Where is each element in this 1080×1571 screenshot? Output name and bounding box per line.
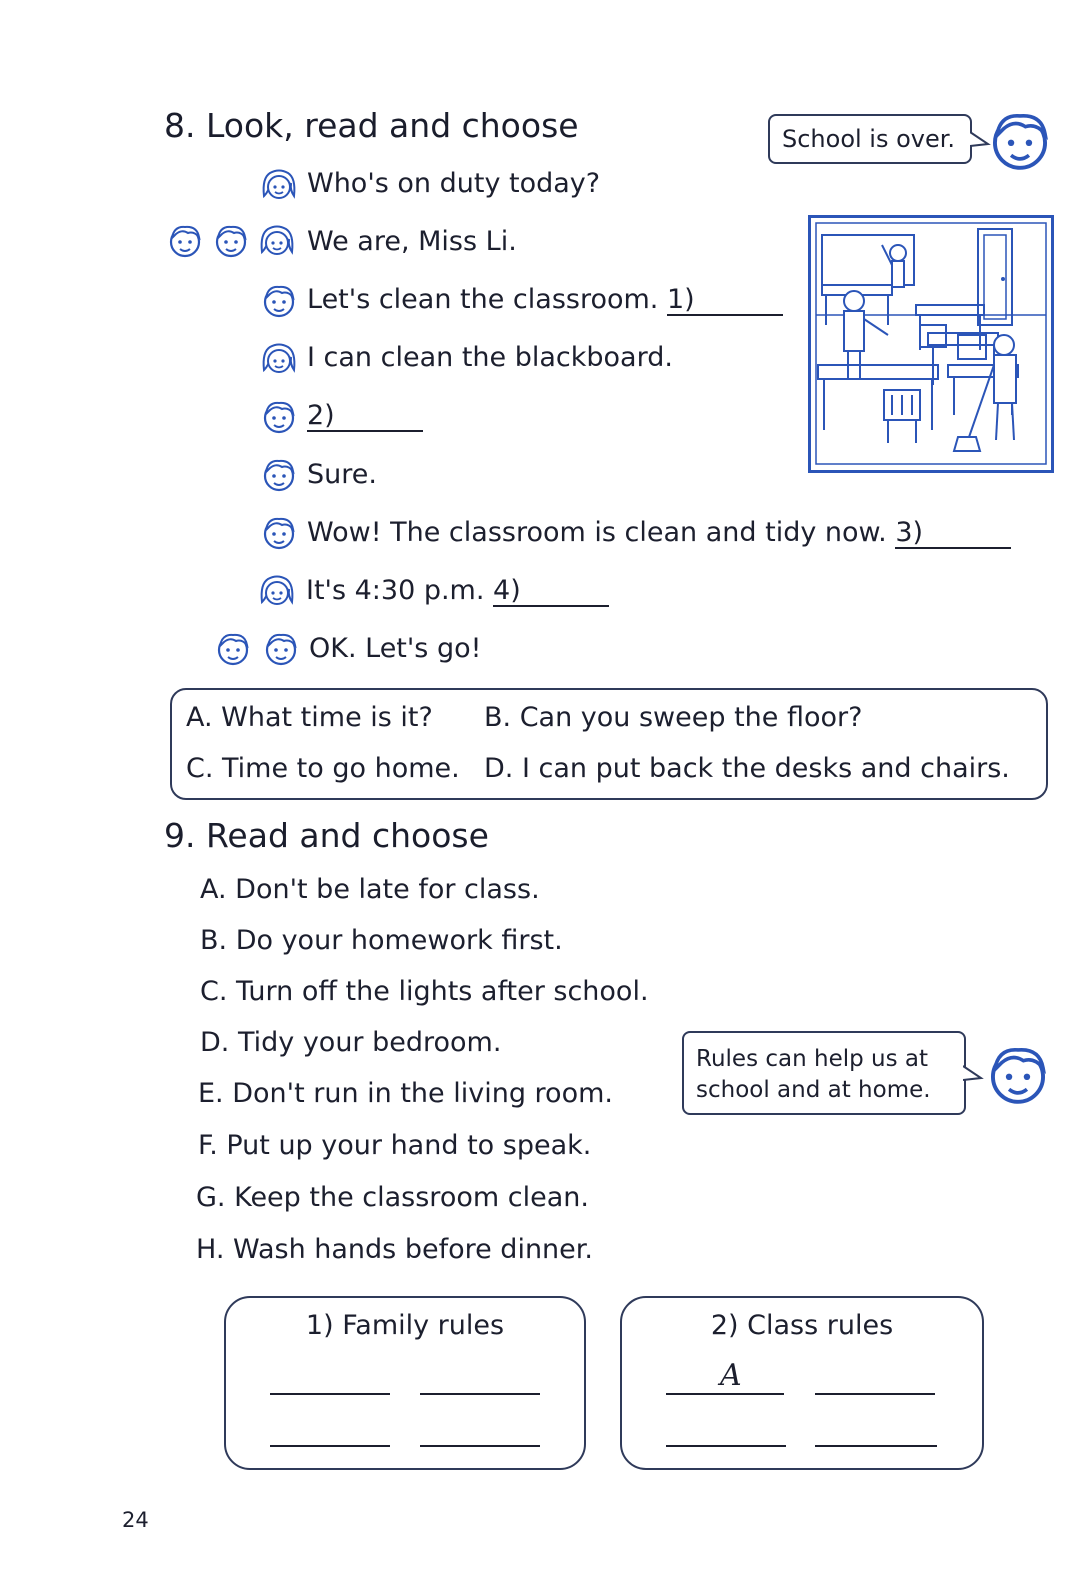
page-number: 24 (122, 1508, 149, 1532)
blank-label-2: 2) (307, 400, 335, 431)
answer-blank-1[interactable] (667, 284, 783, 316)
answer-blank-4[interactable] (493, 575, 609, 607)
student-girl-avatar-icon (260, 340, 298, 378)
class-rule-blank[interactable] (666, 1393, 784, 1395)
student-girl-avatar-icon (258, 222, 296, 260)
rule-item-b: B. Do your homework first. (200, 925, 563, 956)
bubble-tail-icon (963, 1062, 985, 1086)
rule-item-g: G. Keep the classroom clean. (196, 1182, 589, 1213)
student-avatar-icon (260, 282, 298, 320)
rule-item-e: E. Don't run in the living room. (198, 1078, 613, 1109)
student-avatar-icon (166, 222, 204, 260)
dialogue-line-3 (307, 284, 783, 316)
dialogue-line-4: I can clean the blackboard. (307, 342, 673, 373)
class-rules-title: 2) Class rules (710, 1310, 894, 1341)
class-rule-handwritten-answer: A (720, 1358, 742, 1393)
family-rule-blank[interactable] (420, 1445, 540, 1447)
dialogue-line-5 (307, 400, 423, 432)
rule-item-d: D. Tidy your bedroom. (200, 1027, 502, 1058)
speech-bubble-line-1: Rules can help us at (696, 1046, 928, 1072)
teacher-avatar-icon (260, 166, 298, 204)
dialogue-line-8 (306, 575, 609, 607)
rule-item-a: A. Don't be late for class. (200, 874, 540, 905)
blank-label-4: 4) (493, 575, 521, 606)
student-avatar-icon (212, 222, 250, 260)
rule-item-f: F. Put up your hand to speak. (198, 1130, 592, 1161)
student-avatar-icon (260, 398, 298, 436)
speech-bubble-rules (682, 1031, 966, 1115)
option-c: C. Time to go home. (186, 753, 460, 784)
answer-blank-3[interactable] (895, 517, 1011, 549)
family-rule-blank[interactable] (270, 1393, 390, 1395)
student-girl-avatar-icon (258, 572, 296, 610)
boy-character-icon (984, 1040, 1052, 1110)
class-rule-blank[interactable] (815, 1393, 935, 1395)
dialogue-line-8-text: It's 4:30 p.m. (306, 575, 485, 606)
dialogue-line-9: OK. Let's go! (309, 633, 482, 664)
dialogue-line-7 (307, 517, 1011, 549)
dialogue-line-3-text: Let's clean the classroom. (307, 284, 659, 315)
rule-item-c: C. Turn off the lights after school. (200, 976, 649, 1007)
speech-bubble-line-2: school and at home. (696, 1077, 931, 1103)
speech-bubble-school-over (768, 114, 972, 164)
class-rule-blank[interactable] (666, 1445, 786, 1447)
option-d: D. I can put back the desks and chairs. (484, 753, 1010, 784)
exercise-9-heading: 9. Read and choose (164, 816, 489, 855)
dialogue-line-1: Who's on duty today? (307, 168, 601, 199)
student-avatar-icon (214, 630, 252, 668)
rule-item-h: H. Wash hands before dinner. (196, 1234, 593, 1265)
student-avatar-icon (262, 630, 300, 668)
blank-label-1: 1) (666, 284, 695, 315)
dialogue-line-2: We are, Miss Li. (307, 226, 517, 257)
answer-blank-2[interactable] (307, 400, 423, 432)
blank-label-3: 3) (895, 517, 924, 548)
option-b: B. Can you sweep the floor? (484, 702, 863, 733)
student-avatar-icon (260, 456, 298, 494)
dialogue-line-7-text: Wow! The classroom is clean and tidy now. (307, 517, 887, 548)
student-avatar-icon (260, 514, 298, 552)
classroom-illustration (808, 215, 1054, 473)
dialogue-line-6: Sure. (307, 459, 377, 490)
class-rule-blank[interactable] (815, 1445, 937, 1447)
family-rule-blank[interactable] (270, 1445, 390, 1447)
option-a: A. What time is it? (186, 702, 433, 733)
boy-character-icon (986, 106, 1054, 176)
exercise-8-heading: 8. Look, read and choose (164, 106, 579, 145)
family-rules-title: 1) Family rules (305, 1310, 505, 1341)
speech-bubble-text: School is over. (782, 125, 956, 153)
family-rule-blank[interactable] (420, 1393, 540, 1395)
